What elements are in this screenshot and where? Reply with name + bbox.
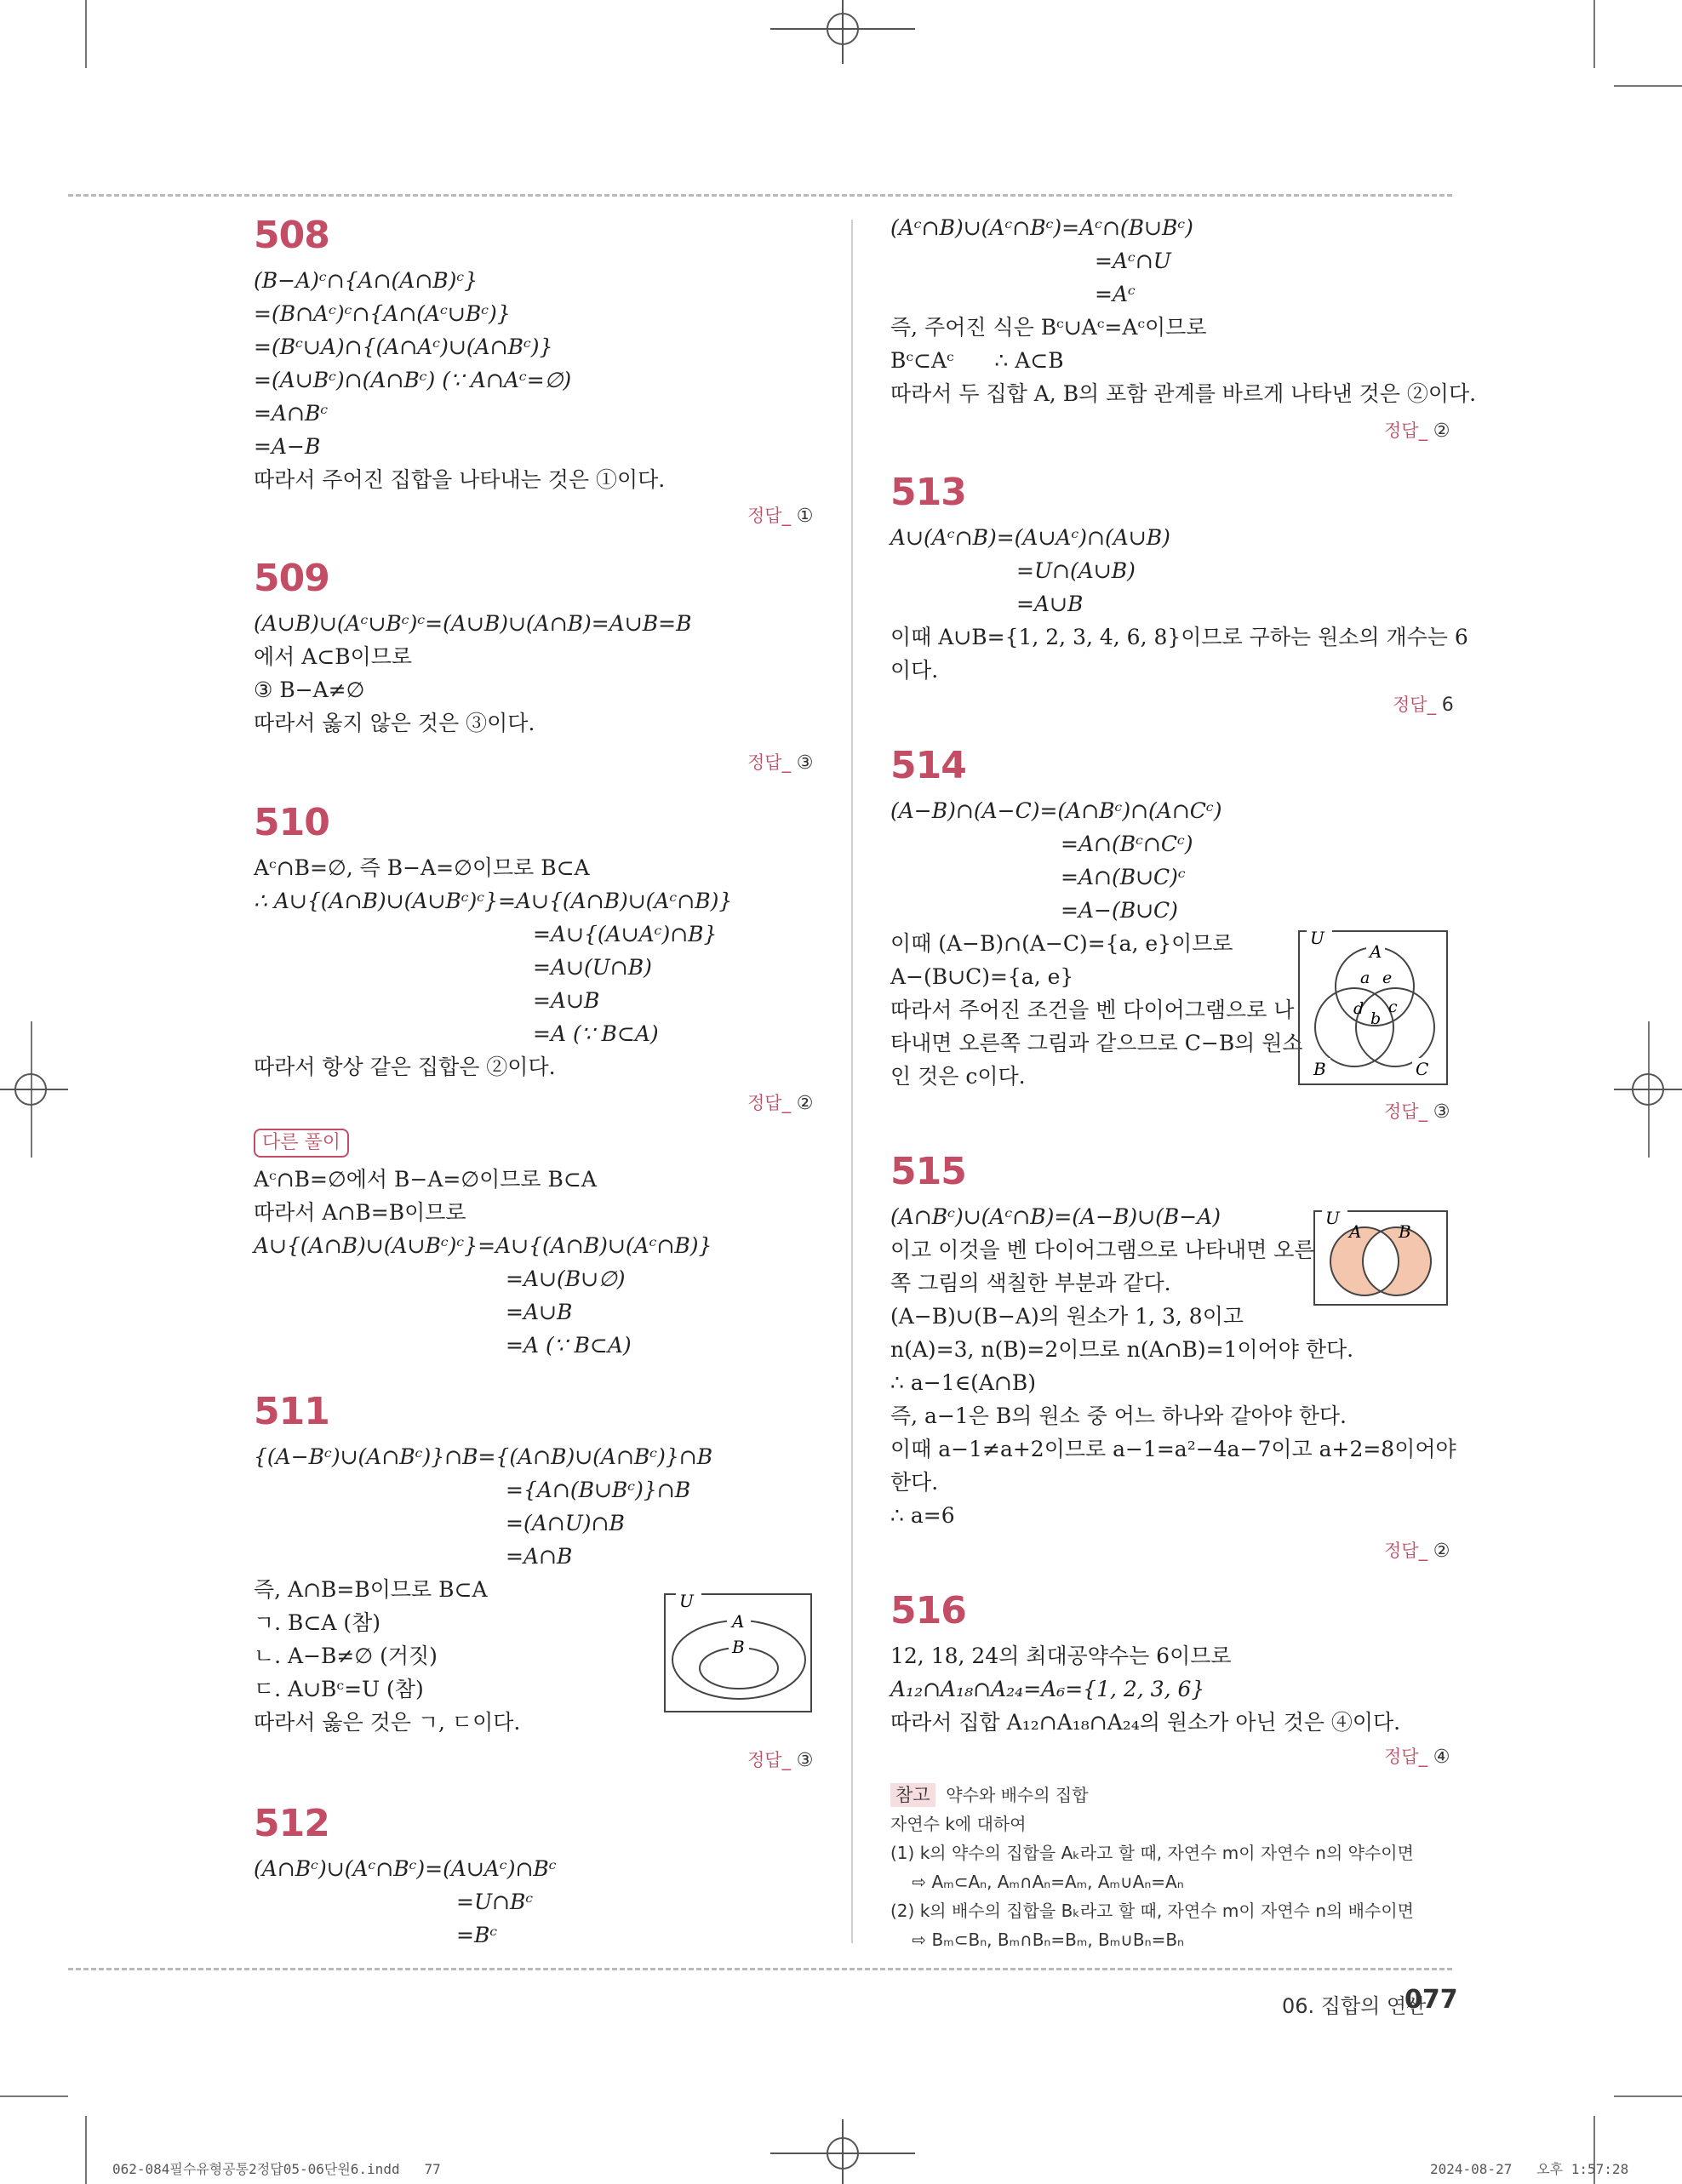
note-title: 약수와 배수의 집합 <box>946 1785 1089 1805</box>
problem-number: 515 <box>890 1150 966 1193</box>
text-line: 타내면 오른쪽 그림과 같으므로 C−B의 원소 <box>890 1031 1303 1055</box>
equation-line: A∪{(A∩B)∪(A∪Bᶜ)ᶜ}=A∪{(A∩B)∪(Aᶜ∩B)} <box>254 1233 712 1258</box>
venn-label-A: A <box>1370 941 1382 962</box>
answer-label: 정답_ <box>747 752 792 773</box>
print-datetime: 2024-08-27 오후 1:57:28 <box>1430 2161 1629 2177</box>
venn-label-C: C <box>1416 1059 1429 1079</box>
problem-510 <box>254 800 732 1083</box>
alt-solution-tag: 다른 풀이 <box>254 1129 349 1158</box>
answer-value: ② <box>1433 420 1450 442</box>
venn-element-c: c <box>1388 998 1398 1016</box>
venn-element-a: a <box>1360 969 1370 987</box>
text-line: 즉, a−1은 B의 원소 중 어느 하나와 같아야 한다. <box>890 1404 1347 1428</box>
equation-line: =Aᶜ∩U <box>1095 249 1171 273</box>
crop-mark <box>85 0 87 68</box>
crop-mark <box>1593 0 1595 68</box>
text-line: 쪽 그림의 색칠한 부분과 같다. <box>890 1271 1171 1295</box>
answer-512 <box>1384 417 1450 443</box>
answer-value: 6 <box>1441 695 1454 716</box>
answer-511 <box>747 1747 814 1772</box>
problem-512-continued <box>890 211 1476 410</box>
text-line: n(A)=3, n(B)=2이므로 n(A∩B)=1이어야 한다. <box>890 1337 1354 1362</box>
text-line: 인 것은 c이다. <box>890 1064 1026 1089</box>
problem-number: 511 <box>254 1390 329 1433</box>
text-line: 이때 (A−B)∩(A−C)={a, e}이므로 <box>890 931 1233 956</box>
venn-label-U: U <box>679 1593 694 1611</box>
note-tag: 참고 <box>890 1783 935 1807</box>
equation-line: =(A∩U)∩B <box>506 1511 625 1535</box>
answer-label: 정답_ <box>1384 420 1428 441</box>
conclusion-text: 따라서 옳은 것은 ㄱ, ㄷ이다. <box>254 1710 521 1735</box>
answer-label: 정답_ <box>747 1750 792 1770</box>
equation-line: (A∩Bᶜ)∪(Aᶜ∩Bᶜ)=(A∪Aᶜ)∩Bᶜ <box>254 1856 557 1881</box>
registration-mark-top <box>770 0 915 64</box>
text-line: 따라서 주어진 조건을 벤 다이어그램으로 나 <box>890 998 1295 1022</box>
answer-508 <box>747 502 814 528</box>
conclusion-text: 따라서 옳지 않은 것은 ③이다. <box>254 711 535 735</box>
equation-line: =A−B <box>254 434 321 459</box>
text-line: 이다. <box>890 658 939 683</box>
equation-line: =A∩(B∪C)ᶜ <box>1061 865 1186 889</box>
answer-label: 정답_ <box>1384 1747 1428 1767</box>
registration-mark-left <box>0 1047 68 1132</box>
conclusion-text: 따라서 항상 같은 집합은 ②이다. <box>254 1055 556 1079</box>
equation-line: =U∩Bᶜ <box>456 1890 534 1914</box>
crop-mark <box>1614 2095 1682 2097</box>
conclusion-text: 따라서 주어진 집합을 나타내는 것은 ①이다. <box>254 467 666 492</box>
conclusion-text: 따라서 집합 A₁₂∩A₁₈∩A₂₄의 원소가 아닌 것은 ④이다. <box>890 1710 1401 1735</box>
equation-line: =Aᶜ <box>1095 282 1136 306</box>
reference-note <box>890 1781 1414 1954</box>
bottom-divider <box>68 1968 1452 1970</box>
venn-label-U: U <box>1310 930 1324 948</box>
choice-item: ㄷ. A∪Bᶜ=U (참) <box>254 1677 424 1701</box>
note-line: ⇨ Bₘ⊂Bₙ, Bₘ∩Bₙ=Bₘ, Bₘ∪Bₙ=Bₙ <box>890 1930 1185 1950</box>
problem-513 <box>890 470 1468 687</box>
problem-number: 509 <box>254 557 329 600</box>
equation-line: =A∪B <box>533 988 600 1013</box>
equation-line: (Aᶜ∩B)∪(Aᶜ∩Bᶜ)=Aᶜ∩(B∪Bᶜ) <box>890 215 1193 240</box>
text-line: 한다. <box>890 1470 939 1495</box>
equation-line: =A−(B∪C) <box>1061 898 1178 923</box>
answer-509 <box>747 749 814 775</box>
answer-label: 정답_ <box>1393 695 1437 715</box>
text-line: 이고 이것을 벤 다이어그램으로 나타내면 오른 <box>890 1238 1315 1262</box>
answer-514 <box>1384 1098 1450 1123</box>
venn-diagram-511 <box>664 1593 812 1712</box>
text-line: 즉, A∩B=B이므로 B⊂A <box>254 1577 488 1602</box>
equation-line: (B−A)ᶜ∩{A∩(A∩B)ᶜ} <box>254 268 478 293</box>
equation-line: =A∪(B∪∅) <box>506 1266 626 1291</box>
crop-mark <box>1614 85 1682 87</box>
problem-number: 514 <box>890 744 966 787</box>
equation-line: =(A∪Bᶜ)∩(A∩Bᶜ) (∵ A∩Aᶜ=∅) <box>254 368 572 392</box>
problem-number: 513 <box>890 471 966 514</box>
note-line: ⇨ Aₘ⊂Aₙ, Aₘ∩Aₙ=Aₘ, Aₘ∪Aₙ=Aₙ <box>890 1872 1184 1892</box>
equation-line: A₁₂∩A₁₈∩A₂₄=A₆={1, 2, 3, 6} <box>890 1677 1205 1701</box>
problem-509 <box>254 556 691 740</box>
answer-label: 정답_ <box>747 1093 792 1113</box>
answer-value: ② <box>796 1093 814 1114</box>
problem-508 <box>254 213 665 496</box>
crop-mark <box>0 2095 68 2097</box>
crop-mark <box>85 2116 87 2184</box>
problem-512 <box>254 1801 557 1952</box>
print-file-info: 062-084필수유형공통2정답05-06단원6.indd 77 <box>112 2161 441 2177</box>
venn-element-e: e <box>1382 969 1393 987</box>
text-line: ∴ a=6 <box>890 1503 955 1528</box>
registration-mark-right <box>1614 1047 1682 1132</box>
equation-line: =A∪B <box>1016 592 1084 616</box>
choice-item: ㄴ. A−B≠∅ (거짓) <box>254 1644 438 1668</box>
answer-value: ① <box>796 506 814 527</box>
venn-label-A: A <box>732 1611 745 1632</box>
note-line: 자연수 k에 대하여 <box>890 1814 1027 1834</box>
text-line: 따라서 A∩B=B이므로 <box>254 1200 466 1225</box>
answer-value: ④ <box>1433 1747 1450 1768</box>
equation-line: =Bᶜ <box>456 1923 498 1947</box>
equation-line: =A∩Bᶜ <box>254 401 329 426</box>
venn-label-A: A <box>1349 1221 1362 1242</box>
text-line: 이때 a−1≠a+2이므로 a−1=a²−4a−7이고 a+2=8이어야 <box>890 1437 1456 1461</box>
equation-line: =A (∵ B⊂A) <box>506 1333 632 1358</box>
answer-value: ③ <box>1433 1101 1450 1123</box>
choice-item: ㄱ. B⊂A (참) <box>254 1610 381 1635</box>
equation-line: =(B∩Aᶜ)ᶜ∩{A∩(Aᶜ∪Bᶜ)} <box>254 301 511 326</box>
text-line: A−(B∪C)={a, e} <box>890 964 1074 989</box>
chapter-title: 06. 집합의 연산 <box>1282 1994 1427 2018</box>
equation-line: (A∩Bᶜ)∪(Aᶜ∩B)=(A−B)∪(B−A) <box>890 1204 1221 1229</box>
equation-line: =A∪B <box>506 1300 573 1324</box>
equation-line: =(Bᶜ∪A)∩{(A∩Aᶜ)∪(A∩Bᶜ)} <box>254 334 553 359</box>
problem-number: 516 <box>890 1589 966 1632</box>
venn-label-B: B <box>732 1637 745 1657</box>
note-line: (1) k의 약수의 집합을 Aₖ라고 할 때, 자연수 m이 자연수 n의 약수이면 <box>890 1843 1414 1863</box>
problem-number: 512 <box>254 1802 329 1845</box>
equation-line: (A∪B)∪(Aᶜ∪Bᶜ)ᶜ=(A∪B)∪(A∩B)=A∪B=B <box>254 611 692 636</box>
answer-value: ③ <box>796 752 814 774</box>
problem-number: 510 <box>254 801 329 844</box>
text-line: Aᶜ∩B=∅에서 B−A=∅이므로 B⊂A <box>254 1167 597 1192</box>
venn-element-d: d <box>1353 999 1364 1018</box>
answer-value: ③ <box>796 1750 814 1771</box>
registration-mark-bottom <box>770 2119 915 2184</box>
problem-511 <box>254 1389 712 1739</box>
venn-diagram-514 <box>1298 930 1448 1085</box>
answer-516 <box>1384 1743 1450 1769</box>
text-line: Aᶜ∩B=∅, 즉 B−A=∅이므로 B⊂A <box>254 855 590 880</box>
equation-line: (A−B)∩(A−C)=(A∩Bᶜ)∩(A∩Cᶜ) <box>890 798 1222 823</box>
answer-value: ② <box>1433 1541 1450 1562</box>
venn-label-B: B <box>1313 1059 1326 1079</box>
venn-label-B: B <box>1399 1221 1411 1242</box>
page-number: 077 <box>1405 1985 1458 2015</box>
equation-line: =A (∵ B⊂A) <box>533 1021 659 1046</box>
answer-513 <box>1393 691 1454 717</box>
answer-510 <box>747 1089 814 1115</box>
equation-line: {(A−Bᶜ)∪(A∩Bᶜ)}∩B={(A∩B)∪(A∩Bᶜ)}∩B <box>254 1444 713 1469</box>
text-line: 에서 A⊂B이므로 <box>254 644 413 669</box>
equation-line: =U∩(A∪B) <box>1016 558 1136 583</box>
top-divider <box>68 194 1452 197</box>
equation-line: =A∩(Bᶜ∩Cᶜ) <box>1061 832 1193 856</box>
note-line: (2) k의 배수의 집합을 Bₖ라고 할 때, 자연수 m이 자연수 n의 배수이면 <box>890 1901 1414 1921</box>
text-line: ∴ a−1∈(A∩B) <box>890 1370 1036 1395</box>
equation-line: =A∪{(A∪Aᶜ)∩B} <box>533 922 718 946</box>
text-line: ③ B−A≠∅ <box>254 677 365 702</box>
equation-line: =A∩B <box>506 1544 573 1569</box>
venn-element-b: b <box>1370 1009 1382 1028</box>
problem-514 <box>890 743 1303 1093</box>
conclusion-text: 따라서 두 집합 A, B의 포함 관계를 바르게 나타낸 것은 ②이다. <box>890 381 1477 406</box>
text-line: 12, 18, 24의 최대공약수는 6이므로 <box>890 1644 1232 1668</box>
problem-515 <box>890 1149 1456 1532</box>
problem-number: 508 <box>254 214 329 257</box>
text-line: (A−B)∪(B−A)의 원소가 1, 3, 8이고 <box>890 1304 1244 1329</box>
venn-label-U: U <box>1325 1210 1340 1228</box>
answer-515 <box>1384 1537 1450 1563</box>
text-line: Bᶜ⊂Aᶜ ∴ A⊂B <box>890 348 1064 373</box>
answer-label: 정답_ <box>747 506 792 526</box>
venn-diagram-515 <box>1313 1210 1448 1306</box>
equation-line: A∪(Aᶜ∩B)=(A∪Aᶜ)∩(A∪B) <box>890 525 1170 550</box>
answer-label: 정답_ <box>1384 1101 1428 1122</box>
equation-line: ∴ A∪{(A∩B)∪(A∪Bᶜ)ᶜ}=A∪{(A∩B)∪(Aᶜ∩B)} <box>254 889 733 913</box>
text-line: 즉, 주어진 식은 Bᶜ∪Aᶜ=Aᶜ이므로 <box>890 315 1207 340</box>
alternative-solution-510 <box>254 1125 712 1362</box>
text-line: 이때 A∪B={1, 2, 3, 4, 6, 8}이므로 구하는 원소의 개수는 6 <box>890 625 1468 649</box>
column-separator <box>851 220 853 1943</box>
equation-line: ={A∩(B∪Bᶜ)}∩B <box>506 1478 691 1502</box>
problem-516 <box>890 1588 1400 1739</box>
answer-label: 정답_ <box>1384 1541 1428 1561</box>
equation-line: =A∪(U∩B) <box>533 955 652 980</box>
